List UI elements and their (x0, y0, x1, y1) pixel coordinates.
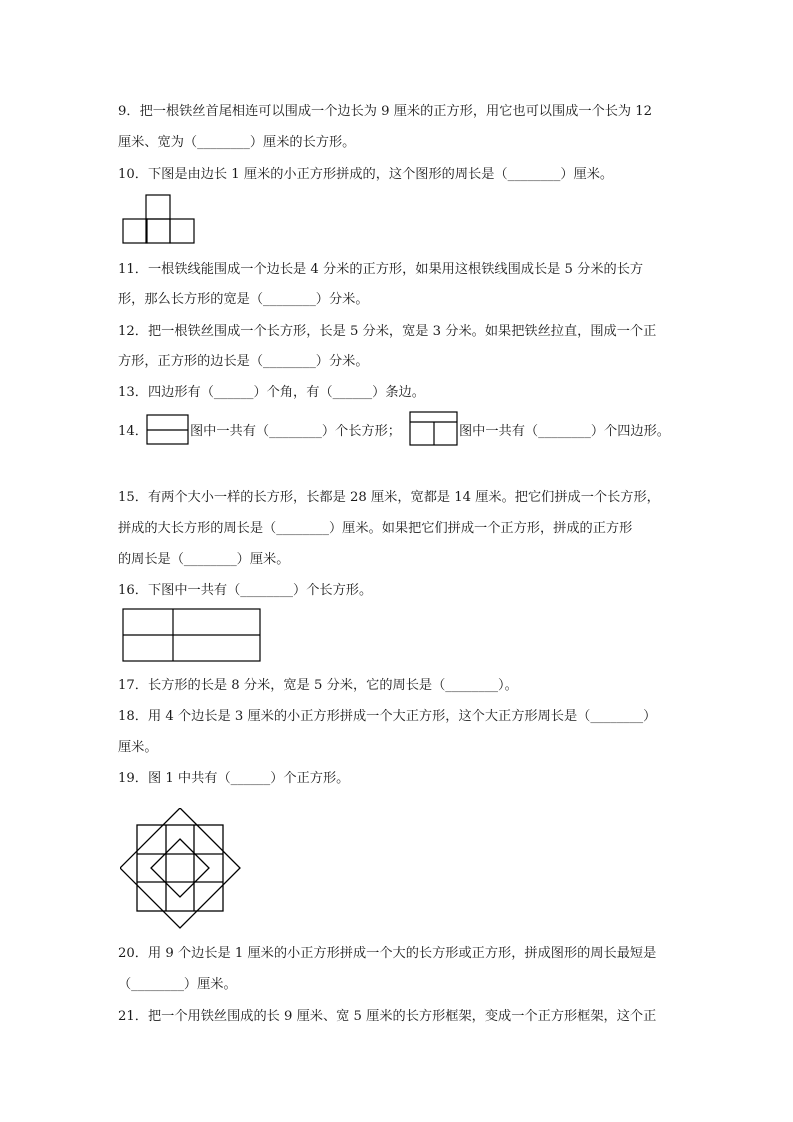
q10-line1: 10．下图是由边长 1 厘米的小正方形拼成的，这个图形的周长是（________）厘米。 (118, 167, 614, 182)
q15-line1: 15．有两个大小一样的长方形，长都是 28 厘米，宽都是 14 厘米。把它们拼成一个长方形， (118, 490, 660, 505)
q15-line3: 的周长是（________）厘米。 (118, 552, 290, 567)
q12-line2: 方形，正方形的边长是（________）分米。 (118, 354, 369, 369)
q18-line2: 厘米。 (118, 740, 158, 755)
q11-line1: 11．一根铁线能围成一个边长是 4 分米的正方形，如果用这根铁线围成长是 5 分米的长方 (118, 262, 644, 277)
q19-line1: 19．图 1 中共有（______）个正方形。 (118, 771, 350, 786)
q14-part1: 图中一共有（________）个长方形； (190, 424, 401, 439)
q13-line1: 13．四边形有（______）个角，有（______）条边。 (118, 385, 425, 400)
q9-line1: 9．把一根铁丝首尾相连可以围成一个边长为 9 厘米的正方形，用它也可以围成一个长为 12 (118, 104, 653, 119)
q15-line2: 拼成的大长方形的周长是（________）厘米。如果把它们拼成一个正方形，拼成的正方形 (118, 521, 633, 536)
q16-figure-rectangles (122, 608, 262, 664)
q21-line1: 21．把一个用铁丝围成的长 9 厘米、宽 5 厘米的长方形框架，变成一个正方形框架，这个正 (118, 1009, 657, 1024)
q20-line2: （________）厘米。 (118, 977, 237, 992)
q17-line1: 17．长方形的长是 8 分米，宽是 5 分米，它的周长是（________）。 (118, 678, 518, 693)
q14-figure-2 (409, 411, 459, 451)
q14-prefix: 14． (118, 424, 148, 439)
q19-figure-1 (120, 808, 242, 930)
q14-part2: 图中一共有（________）个四边形。 (459, 424, 670, 439)
q10-figure-squares (122, 194, 196, 246)
q16-line1: 16．下图中一共有（________）个长方形。 (118, 583, 373, 598)
q11-line2: 形，那么长方形的宽是（________）分米。 (118, 292, 369, 307)
q20-line1: 20．用 9 个边长是 1 厘米的小正方形拼成一个大的长方形或正方形，拼成图形的周长最短是 (118, 946, 657, 961)
q18-line1: 18．用 4 个边长是 3 厘米的小正方形拼成一个大正方形，这个大正方形周长是（________） (118, 709, 657, 724)
q14-figure-1 (146, 414, 190, 450)
q9-line2: 厘米、宽为（________）厘米的长方形。 (118, 135, 356, 150)
q12-line1: 12．把一根铁丝围成一个长方形，长是 5 分米，宽是 3 分米。如果把铁丝拉直，围成一个正 (118, 324, 657, 339)
